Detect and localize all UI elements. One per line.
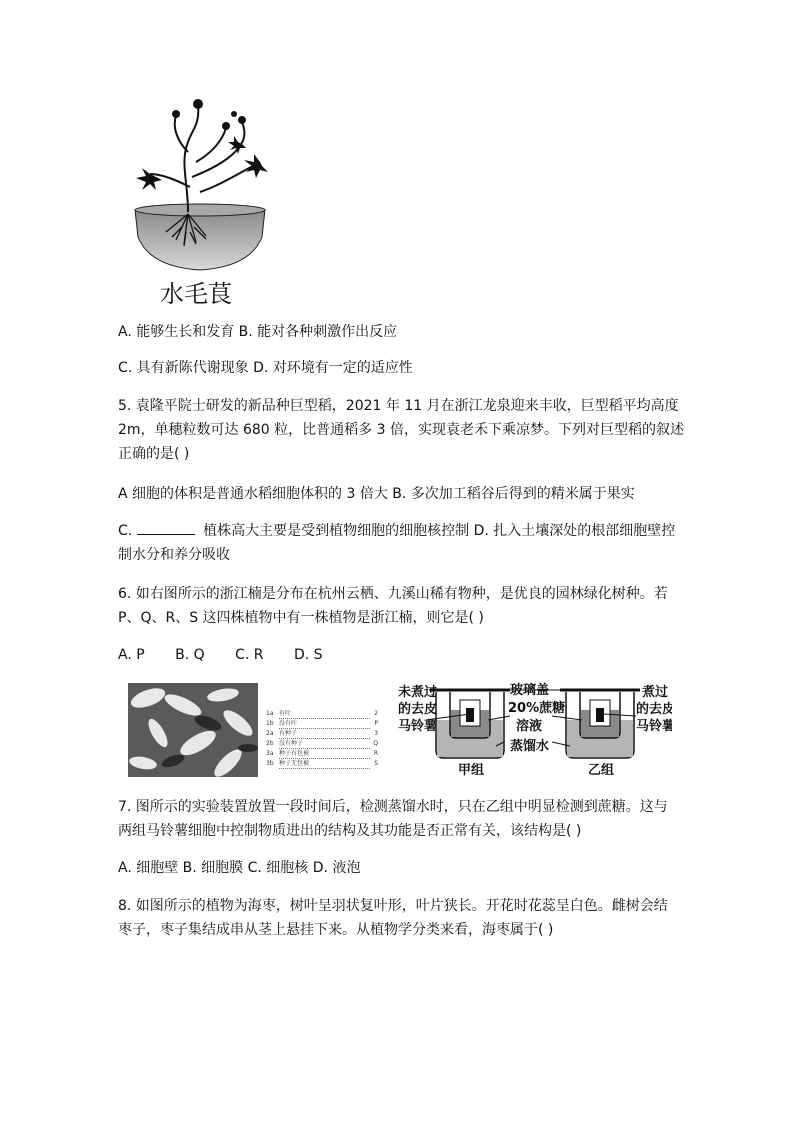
q4-options-cd: C. 具有新陈代谢现象 D. 对环境有一定的适应性 [118,360,413,376]
label-group-b: 乙组 [588,763,615,778]
q5-option-c-prefix: C. [118,523,133,539]
q4-options-ab: A. 能够生长和发育 B. 能对各种刺激作出反应 [118,324,398,340]
q5-stem-line-3: 正确的是( ) [118,446,190,462]
beaker-group-a [430,690,510,758]
label-sucrose-1: 20%蔗糖 [508,701,566,716]
label-unboiled-2: 的去皮 [398,702,438,717]
key-row: 1b 没有叶 P [266,720,378,727]
label-glass-lid: 玻璃盖 [510,683,550,698]
q5-option-cd [118,520,675,541]
label-unboiled-1: 未煮过 [398,685,438,700]
q5-stem-line-2: 2m，单穗粒数可达 680 粒，比普通稻多 3 倍，实现袁老禾下乘凉梦。下列对巨型稻的叙述 [118,422,684,438]
q7-stem-line-1: 7. 图所示的实验装置放置一段时间后，检测蒸馏水时，只在乙组中明显检测到蔗糖。这与 [118,799,668,815]
beaker-group-b [560,690,640,758]
label-distilled-water: 蒸馏水 [510,739,550,754]
water-buttercup-figure [130,92,270,308]
key-row: 2b 没有种子 Q [266,740,378,747]
label-boiled-1: 煮过 [642,685,669,700]
label-group-a: 甲组 [458,763,485,778]
experiment-diagram [392,680,672,778]
q8-stem-line-1: 8. 如图所示的植物为海枣，树叶呈羽状复叶形，叶片狭长。开花时花蕊呈白色。雌树会结 [118,898,668,914]
label-sucrose-2: 溶液 [516,719,543,734]
q5-option-d-cont: 制水分和养分吸收 [118,547,230,563]
answer-blank [137,520,195,535]
q6-stem-line-1: 6. 如右图所示的浙江楠是分布在杭州云栖、九溪山稀有物种，是优良的园林绿化树种。若 [118,586,668,602]
foliage-graphic [128,683,258,777]
q5-option-ab: A 细胞的体积是普通水稻细胞体积的 3 倍大 B. 多次加工稻谷后得到的精米属于果实 [118,486,635,502]
q7-options: A. 细胞壁 B. 细胞膜 C. 细胞核 D. 液泡 [118,860,361,876]
q6-option-b: B. Q [175,647,205,663]
label-unboiled-3: 马铃薯 [398,719,438,734]
q6-options [118,645,349,665]
experiment-drawing [392,680,672,778]
key-row: 1a 有叶 2 [266,710,378,717]
q6-option-d: D. S [293,647,323,663]
figure-caption: 水毛茛 [160,280,232,308]
q8-stem-line-2: 枣子，枣子集结成串从茎上悬挂下来。从植物学分类来看，海枣属于( ) [118,922,554,938]
key-row: 3a 种子有包被 R [266,750,378,757]
dichotomous-key [266,709,378,769]
q6-option-a: A. P [118,647,145,663]
water-buttercup-drawing [130,92,270,302]
zhejiang-nan-photo [128,683,258,777]
q6-stem-line-2: P、Q、R、S 这四株植物中有一株植物是浙江楠，则它是( ) [118,610,484,626]
key-row: 2a 有种子 3 [266,730,378,737]
q7-stem-line-2: 两组马铃薯细胞中控制物质进出的结构及其功能是否正常有关，该结构是( ) [118,823,582,839]
label-boiled-3: 马铃薯 [636,719,672,734]
label-boiled-2: 的去皮 [636,702,672,717]
key-row: 3b 种子无包被 S [266,760,378,767]
q5-option-c-text: 植株高大主要是受到植物细胞的细胞核控制 D. 扎入土壤深处的根部细胞壁控 [203,523,676,539]
q6-option-c: C. R [235,647,264,663]
q5-stem-line-1: 5. 袁隆平院士研发的新品种巨型稻，2021 年 11 月在浙江龙泉迎来丰收，巨型稻平均高度 [118,398,679,414]
